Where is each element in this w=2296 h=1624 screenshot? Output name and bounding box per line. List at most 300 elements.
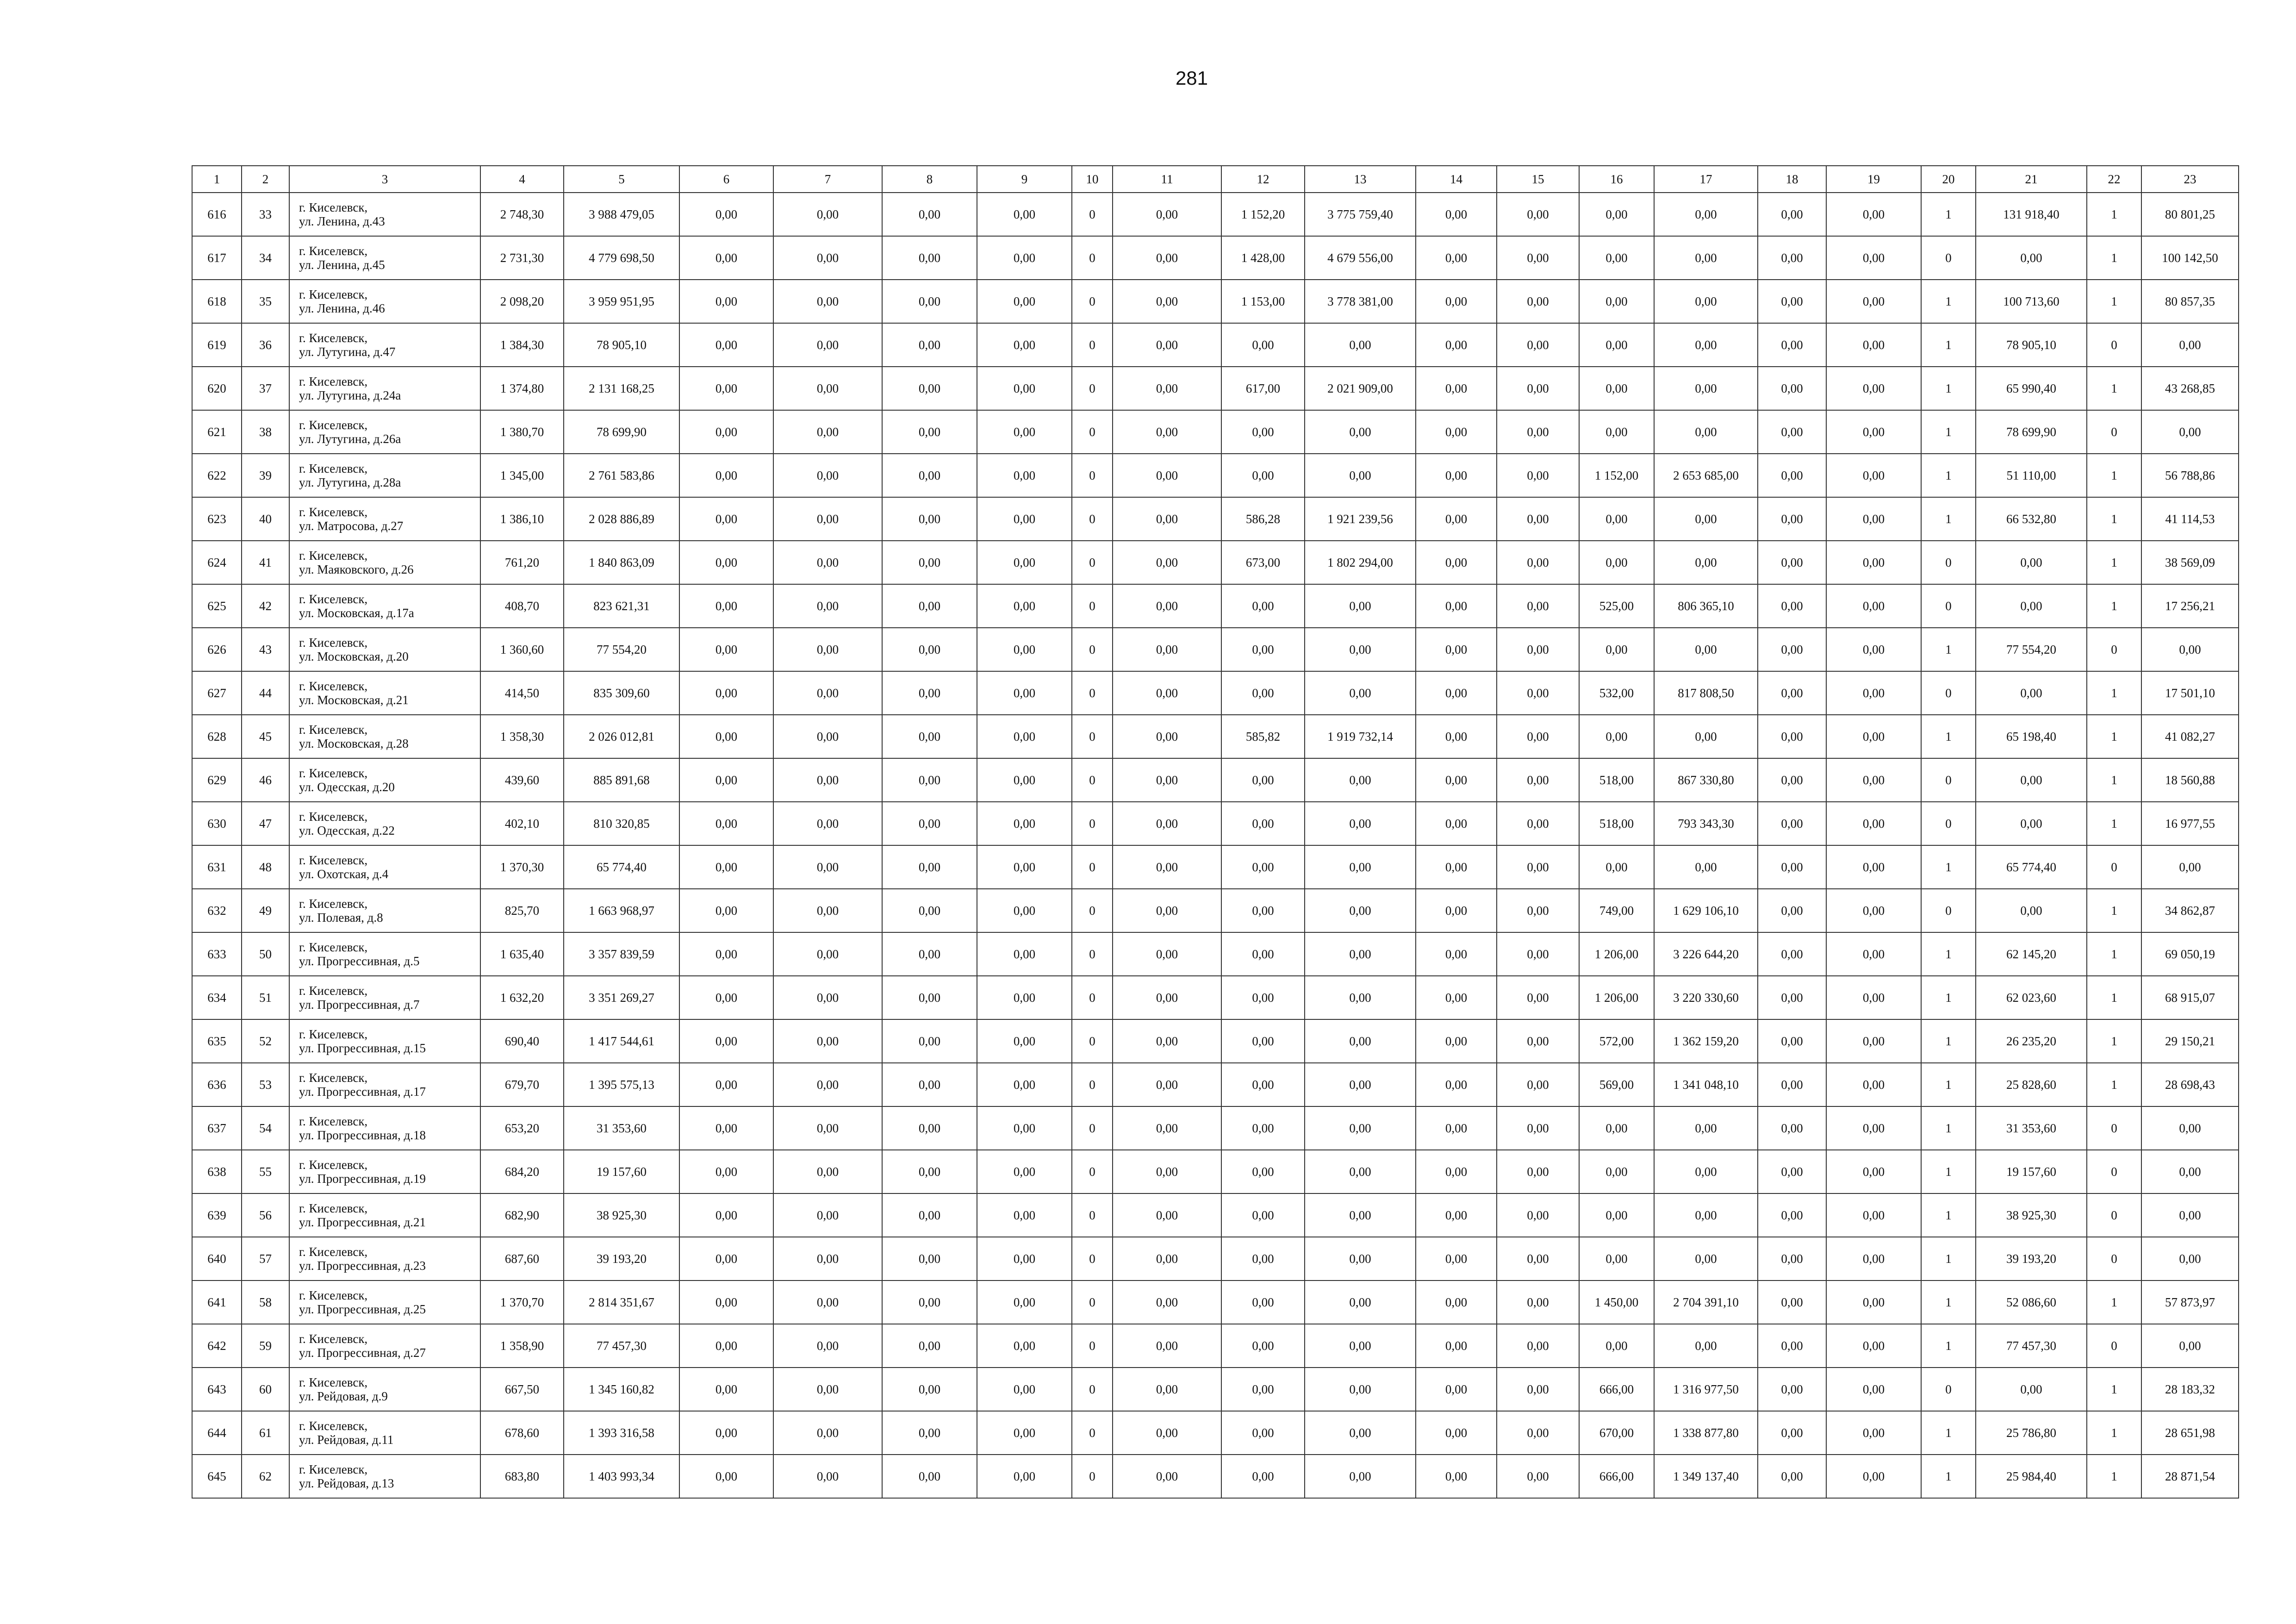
address-street: ул. Прогрессивная, д.17	[299, 1085, 426, 1099]
cell-col-4: 1 358,90	[480, 1324, 564, 1368]
cell-col-12: 0,00	[1221, 410, 1305, 454]
cell-col-11: 0,00	[1113, 932, 1221, 976]
cell-col-8: 0,00	[882, 802, 977, 845]
cell-col-22: 1	[2087, 584, 2141, 628]
cell-col-9: 0,00	[977, 193, 1072, 236]
cell-col-22: 1	[2087, 1411, 2141, 1455]
cell-col-13: 3 775 759,40	[1305, 193, 1416, 236]
cell-col-17: 0,00	[1654, 193, 1758, 236]
cell-col-13: 0,00	[1305, 454, 1416, 497]
cell-col-21: 38 925,30	[1976, 1193, 2087, 1237]
column-header-20: 20	[1921, 166, 1976, 193]
cell-col-17: 0,00	[1654, 715, 1758, 758]
cell-col-23: 0,00	[2141, 1106, 2239, 1150]
table-row	[192, 454, 2239, 497]
cell-col-10: 0	[1072, 410, 1113, 454]
cell-col-6: 0,00	[679, 758, 773, 802]
cell-col-18: 0,00	[1758, 1063, 1826, 1106]
cell-col-5: 1 840 863,09	[564, 541, 679, 584]
row-number: 616	[192, 193, 242, 236]
row-index: 53	[242, 1063, 289, 1106]
address-cell	[289, 671, 480, 715]
cell-col-6: 0,00	[679, 367, 773, 410]
cell-col-10: 0	[1072, 367, 1113, 410]
cell-col-23: 43 268,85	[2141, 367, 2239, 410]
address-street: ул. Московская, д.21	[299, 693, 409, 707]
cell-col-4: 1 358,30	[480, 715, 564, 758]
cell-col-12: 0,00	[1221, 1193, 1305, 1237]
cell-col-11: 0,00	[1113, 1368, 1221, 1411]
row-index: 38	[242, 410, 289, 454]
cell-col-10: 0	[1072, 976, 1113, 1019]
cell-col-17: 817 808,50	[1654, 671, 1758, 715]
cell-col-16: 0,00	[1579, 193, 1654, 236]
cell-col-4: 679,70	[480, 1063, 564, 1106]
row-number: 638	[192, 1150, 242, 1193]
cell-col-11: 0,00	[1113, 758, 1221, 802]
cell-col-8: 0,00	[882, 497, 977, 541]
cell-col-23: 0,00	[2141, 628, 2239, 671]
cell-col-7: 0,00	[773, 584, 882, 628]
cell-col-10: 0	[1072, 454, 1113, 497]
address-cell	[289, 1324, 480, 1368]
cell-col-7: 0,00	[773, 323, 882, 367]
cell-col-22: 1	[2087, 976, 2141, 1019]
cell-col-4: 1 635,40	[480, 932, 564, 976]
cell-col-18: 0,00	[1758, 497, 1826, 541]
address-street: ул. Охотская, д.4	[299, 867, 389, 881]
cell-col-5: 77 554,20	[564, 628, 679, 671]
row-index: 45	[242, 715, 289, 758]
cell-col-20: 0	[1921, 802, 1976, 845]
row-index: 48	[242, 845, 289, 889]
cell-col-23: 0,00	[2141, 845, 2239, 889]
cell-col-22: 0	[2087, 323, 2141, 367]
cell-col-6: 0,00	[679, 932, 773, 976]
cell-col-15: 0,00	[1497, 280, 1579, 323]
cell-col-5: 2 026 012,81	[564, 715, 679, 758]
column-header-22: 22	[2087, 166, 2141, 193]
cell-col-12: 0,00	[1221, 454, 1305, 497]
cell-col-17: 1 338 877,80	[1654, 1411, 1758, 1455]
cell-col-6: 0,00	[679, 1324, 773, 1368]
cell-col-6: 0,00	[679, 454, 773, 497]
column-header-2: 2	[242, 166, 289, 193]
address-street: ул. Полевая, д.8	[299, 911, 383, 924]
address-city: г. Киселевск,	[299, 375, 368, 388]
cell-col-23: 57 873,97	[2141, 1280, 2239, 1324]
table-row	[192, 671, 2239, 715]
address-city: г. Киселевск,	[299, 592, 368, 606]
cell-col-7: 0,00	[773, 193, 882, 236]
cell-col-8: 0,00	[882, 671, 977, 715]
address-street: ул. Лутугина, д.24а	[299, 388, 401, 402]
cell-col-7: 0,00	[773, 410, 882, 454]
cell-col-16: 0,00	[1579, 1193, 1654, 1237]
cell-col-15: 0,00	[1497, 541, 1579, 584]
cell-col-18: 0,00	[1758, 454, 1826, 497]
row-number: 620	[192, 367, 242, 410]
cell-col-16: 518,00	[1579, 758, 1654, 802]
cell-col-17: 2 704 391,10	[1654, 1280, 1758, 1324]
cell-col-12: 0,00	[1221, 932, 1305, 976]
cell-col-15: 0,00	[1497, 1280, 1579, 1324]
cell-col-9: 0,00	[977, 236, 1072, 280]
column-header-23: 23	[2141, 166, 2239, 193]
cell-col-7: 0,00	[773, 976, 882, 1019]
row-index: 56	[242, 1193, 289, 1237]
cell-col-22: 1	[2087, 236, 2141, 280]
cell-col-11: 0,00	[1113, 1280, 1221, 1324]
cell-col-11: 0,00	[1113, 1063, 1221, 1106]
address-city: г. Киселевск,	[299, 244, 368, 258]
address-cell	[289, 1411, 480, 1455]
cell-col-17: 0,00	[1654, 541, 1758, 584]
row-number: 640	[192, 1237, 242, 1280]
cell-col-12: 0,00	[1221, 1106, 1305, 1150]
cell-col-10: 0	[1072, 1106, 1113, 1150]
cell-col-14: 0,00	[1416, 1063, 1497, 1106]
cell-col-19: 0,00	[1826, 323, 1921, 367]
address-city: г. Киселевск,	[299, 462, 368, 475]
row-index: 47	[242, 802, 289, 845]
cell-col-22: 1	[2087, 193, 2141, 236]
cell-col-18: 0,00	[1758, 889, 1826, 932]
cell-col-16: 0,00	[1579, 845, 1654, 889]
cell-col-8: 0,00	[882, 1324, 977, 1368]
row-index: 62	[242, 1455, 289, 1498]
cell-col-19: 0,00	[1826, 932, 1921, 976]
cell-col-21: 0,00	[1976, 584, 2087, 628]
cell-col-13: 0,00	[1305, 1324, 1416, 1368]
address-city: г. Киселевск,	[299, 1158, 368, 1172]
table-row	[192, 1237, 2239, 1280]
cell-col-13: 0,00	[1305, 976, 1416, 1019]
table-row	[192, 1150, 2239, 1193]
cell-col-20: 1	[1921, 454, 1976, 497]
cell-col-7: 0,00	[773, 1106, 882, 1150]
cell-col-16: 0,00	[1579, 1106, 1654, 1150]
cell-col-15: 0,00	[1497, 845, 1579, 889]
cell-col-21: 65 774,40	[1976, 845, 2087, 889]
cell-col-11: 0,00	[1113, 1237, 1221, 1280]
cell-col-15: 0,00	[1497, 802, 1579, 845]
cell-col-12: 0,00	[1221, 1237, 1305, 1280]
cell-col-21: 78 699,90	[1976, 410, 2087, 454]
cell-col-17: 0,00	[1654, 280, 1758, 323]
cell-col-9: 0,00	[977, 671, 1072, 715]
cell-col-6: 0,00	[679, 1455, 773, 1498]
cell-col-17: 2 653 685,00	[1654, 454, 1758, 497]
cell-col-8: 0,00	[882, 280, 977, 323]
table-row	[192, 193, 2239, 236]
cell-col-7: 0,00	[773, 802, 882, 845]
cell-col-18: 0,00	[1758, 628, 1826, 671]
address-cell	[289, 1280, 480, 1324]
cell-col-15: 0,00	[1497, 1324, 1579, 1368]
address-city: г. Киселевск,	[299, 1375, 368, 1389]
row-number: 645	[192, 1455, 242, 1498]
cell-col-16: 0,00	[1579, 280, 1654, 323]
cell-col-4: 690,40	[480, 1019, 564, 1063]
cell-col-21: 26 235,20	[1976, 1019, 2087, 1063]
cell-col-17: 0,00	[1654, 1106, 1758, 1150]
cell-col-20: 1	[1921, 715, 1976, 758]
cell-col-4: 1 360,60	[480, 628, 564, 671]
address-cell	[289, 802, 480, 845]
cell-col-13: 0,00	[1305, 1368, 1416, 1411]
address-cell	[289, 1193, 480, 1237]
cell-col-10: 0	[1072, 1063, 1113, 1106]
cell-col-6: 0,00	[679, 584, 773, 628]
cell-col-8: 0,00	[882, 541, 977, 584]
cell-col-12: 585,82	[1221, 715, 1305, 758]
cell-col-9: 0,00	[977, 1019, 1072, 1063]
address-street: ул. Рейдовая, д.13	[299, 1476, 394, 1490]
address-cell	[289, 1455, 480, 1498]
cell-col-4: 408,70	[480, 584, 564, 628]
cell-col-7: 0,00	[773, 845, 882, 889]
cell-col-15: 0,00	[1497, 671, 1579, 715]
address-street: ул. Лутугина, д.26а	[299, 432, 401, 446]
cell-col-12: 0,00	[1221, 1019, 1305, 1063]
cell-col-9: 0,00	[977, 1193, 1072, 1237]
table-row	[192, 1106, 2239, 1150]
address-cell	[289, 584, 480, 628]
cell-col-18: 0,00	[1758, 758, 1826, 802]
cell-col-14: 0,00	[1416, 497, 1497, 541]
row-index: 40	[242, 497, 289, 541]
cell-col-11: 0,00	[1113, 1455, 1221, 1498]
cell-col-23: 80 857,35	[2141, 280, 2239, 323]
cell-col-22: 0	[2087, 410, 2141, 454]
cell-col-9: 0,00	[977, 1280, 1072, 1324]
cell-col-19: 0,00	[1826, 584, 1921, 628]
cell-col-10: 0	[1072, 889, 1113, 932]
cell-col-17: 3 226 644,20	[1654, 932, 1758, 976]
cell-col-22: 1	[2087, 932, 2141, 976]
cell-col-12: 673,00	[1221, 541, 1305, 584]
cell-col-23: 29 150,21	[2141, 1019, 2239, 1063]
cell-col-14: 0,00	[1416, 1324, 1497, 1368]
address-city: г. Киселевск,	[299, 766, 368, 780]
cell-col-20: 1	[1921, 193, 1976, 236]
address-city: г. Киселевск,	[299, 331, 368, 345]
cell-col-20: 1	[1921, 1019, 1976, 1063]
cell-col-6: 0,00	[679, 236, 773, 280]
cell-col-17: 867 330,80	[1654, 758, 1758, 802]
cell-col-18: 0,00	[1758, 671, 1826, 715]
cell-col-20: 0	[1921, 236, 1976, 280]
cell-col-16: 532,00	[1579, 671, 1654, 715]
address-cell	[289, 1019, 480, 1063]
cell-col-16: 1 206,00	[1579, 932, 1654, 976]
cell-col-11: 0,00	[1113, 367, 1221, 410]
cell-col-4: 678,60	[480, 1411, 564, 1455]
cell-col-20: 1	[1921, 1193, 1976, 1237]
cell-col-20: 1	[1921, 932, 1976, 976]
cell-col-8: 0,00	[882, 932, 977, 976]
cell-col-21: 65 990,40	[1976, 367, 2087, 410]
address-cell	[289, 497, 480, 541]
cell-col-5: 78 699,90	[564, 410, 679, 454]
address-city: г. Киселевск,	[299, 1027, 368, 1041]
cell-col-6: 0,00	[679, 323, 773, 367]
cell-col-5: 1 345 160,82	[564, 1368, 679, 1411]
cell-col-23: 0,00	[2141, 410, 2239, 454]
row-index: 34	[242, 236, 289, 280]
cell-col-23: 68 915,07	[2141, 976, 2239, 1019]
cell-col-8: 0,00	[882, 1237, 977, 1280]
cell-col-18: 0,00	[1758, 1193, 1826, 1237]
cell-col-21: 25 786,80	[1976, 1411, 2087, 1455]
cell-col-15: 0,00	[1497, 584, 1579, 628]
cell-col-13: 1 919 732,14	[1305, 715, 1416, 758]
cell-col-7: 0,00	[773, 236, 882, 280]
cell-col-21: 39 193,20	[1976, 1237, 2087, 1280]
cell-col-13: 0,00	[1305, 323, 1416, 367]
cell-col-5: 1 393 316,58	[564, 1411, 679, 1455]
cell-col-6: 0,00	[679, 410, 773, 454]
cell-col-12: 0,00	[1221, 889, 1305, 932]
address-city: г. Киселевск,	[299, 1419, 368, 1433]
cell-col-15: 0,00	[1497, 454, 1579, 497]
cell-col-4: 653,20	[480, 1106, 564, 1150]
cell-col-19: 0,00	[1826, 1368, 1921, 1411]
address-city: г. Киселевск,	[299, 418, 368, 432]
cell-col-7: 0,00	[773, 715, 882, 758]
cell-col-21: 131 918,40	[1976, 193, 2087, 236]
cell-col-23: 18 560,88	[2141, 758, 2239, 802]
row-number: 626	[192, 628, 242, 671]
cell-col-20: 0	[1921, 1368, 1976, 1411]
cell-col-23: 41 082,27	[2141, 715, 2239, 758]
cell-col-13: 4 679 556,00	[1305, 236, 1416, 280]
cell-col-9: 0,00	[977, 889, 1072, 932]
cell-col-23: 69 050,19	[2141, 932, 2239, 976]
cell-col-10: 0	[1072, 802, 1113, 845]
cell-col-18: 0,00	[1758, 193, 1826, 236]
table-row	[192, 497, 2239, 541]
cell-col-7: 0,00	[773, 367, 882, 410]
cell-col-18: 0,00	[1758, 1280, 1826, 1324]
table-row	[192, 1455, 2239, 1498]
table-row	[192, 410, 2239, 454]
cell-col-8: 0,00	[882, 1063, 977, 1106]
address-city: г. Киселевск,	[299, 1332, 368, 1346]
cell-col-16: 670,00	[1579, 1411, 1654, 1455]
cell-col-11: 0,00	[1113, 584, 1221, 628]
cell-col-18: 0,00	[1758, 323, 1826, 367]
cell-col-10: 0	[1072, 715, 1113, 758]
cell-col-6: 0,00	[679, 280, 773, 323]
cell-col-6: 0,00	[679, 497, 773, 541]
cell-col-8: 0,00	[882, 410, 977, 454]
cell-col-10: 0	[1072, 671, 1113, 715]
cell-col-23: 28 651,98	[2141, 1411, 2239, 1455]
cell-col-9: 0,00	[977, 1150, 1072, 1193]
cell-col-4: 1 345,00	[480, 454, 564, 497]
cell-col-8: 0,00	[882, 1368, 977, 1411]
cell-col-16: 0,00	[1579, 367, 1654, 410]
cell-col-19: 0,00	[1826, 1280, 1921, 1324]
cell-col-15: 0,00	[1497, 889, 1579, 932]
row-index: 57	[242, 1237, 289, 1280]
cell-col-21: 62 023,60	[1976, 976, 2087, 1019]
cell-col-16: 0,00	[1579, 1150, 1654, 1193]
cell-col-21: 25 984,40	[1976, 1455, 2087, 1498]
cell-col-11: 0,00	[1113, 845, 1221, 889]
cell-col-4: 439,60	[480, 758, 564, 802]
cell-col-14: 0,00	[1416, 367, 1497, 410]
cell-col-5: 77 457,30	[564, 1324, 679, 1368]
row-index: 33	[242, 193, 289, 236]
cell-col-6: 0,00	[679, 1237, 773, 1280]
address-cell	[289, 236, 480, 280]
cell-col-11: 0,00	[1113, 497, 1221, 541]
cell-col-14: 0,00	[1416, 1455, 1497, 1498]
cell-col-20: 1	[1921, 1324, 1976, 1368]
cell-col-12: 586,28	[1221, 497, 1305, 541]
row-index: 49	[242, 889, 289, 932]
cell-col-10: 0	[1072, 1324, 1113, 1368]
cell-col-18: 0,00	[1758, 845, 1826, 889]
cell-col-9: 0,00	[977, 541, 1072, 584]
cell-col-18: 0,00	[1758, 1237, 1826, 1280]
address-cell	[289, 1063, 480, 1106]
cell-col-13: 1 921 239,56	[1305, 497, 1416, 541]
address-cell	[289, 1106, 480, 1150]
cell-col-11: 0,00	[1113, 671, 1221, 715]
address-cell	[289, 758, 480, 802]
cell-col-12: 0,00	[1221, 1280, 1305, 1324]
row-number: 624	[192, 541, 242, 584]
cell-col-21: 31 353,60	[1976, 1106, 2087, 1150]
address-city: г. Киселевск,	[299, 287, 368, 301]
cell-col-20: 1	[1921, 1150, 1976, 1193]
cell-col-18: 0,00	[1758, 584, 1826, 628]
address-cell	[289, 1368, 480, 1411]
column-header-7: 7	[773, 166, 882, 193]
address-city: г. Киселевск,	[299, 940, 368, 954]
cell-col-21: 0,00	[1976, 236, 2087, 280]
row-number: 642	[192, 1324, 242, 1368]
cell-col-17: 0,00	[1654, 1324, 1758, 1368]
cell-col-21: 77 457,30	[1976, 1324, 2087, 1368]
cell-col-16: 0,00	[1579, 236, 1654, 280]
address-street: ул. Прогрессивная, д.23	[299, 1259, 426, 1273]
cell-col-20: 1	[1921, 280, 1976, 323]
cell-col-12: 0,00	[1221, 1150, 1305, 1193]
cell-col-6: 0,00	[679, 715, 773, 758]
cell-col-18: 0,00	[1758, 1019, 1826, 1063]
cell-col-21: 51 110,00	[1976, 454, 2087, 497]
cell-col-14: 0,00	[1416, 1368, 1497, 1411]
cell-col-22: 1	[2087, 758, 2141, 802]
cell-col-15: 0,00	[1497, 1063, 1579, 1106]
address-cell	[289, 323, 480, 367]
cell-col-6: 0,00	[679, 1411, 773, 1455]
row-index: 46	[242, 758, 289, 802]
cell-col-14: 0,00	[1416, 236, 1497, 280]
address-street: ул. Прогрессивная, д.25	[299, 1302, 426, 1316]
cell-col-23: 41 114,53	[2141, 497, 2239, 541]
cell-col-18: 0,00	[1758, 932, 1826, 976]
cell-col-8: 0,00	[882, 1193, 977, 1237]
cell-col-6: 0,00	[679, 1150, 773, 1193]
cell-col-15: 0,00	[1497, 367, 1579, 410]
address-city: г. Киселевск,	[299, 1071, 368, 1085]
